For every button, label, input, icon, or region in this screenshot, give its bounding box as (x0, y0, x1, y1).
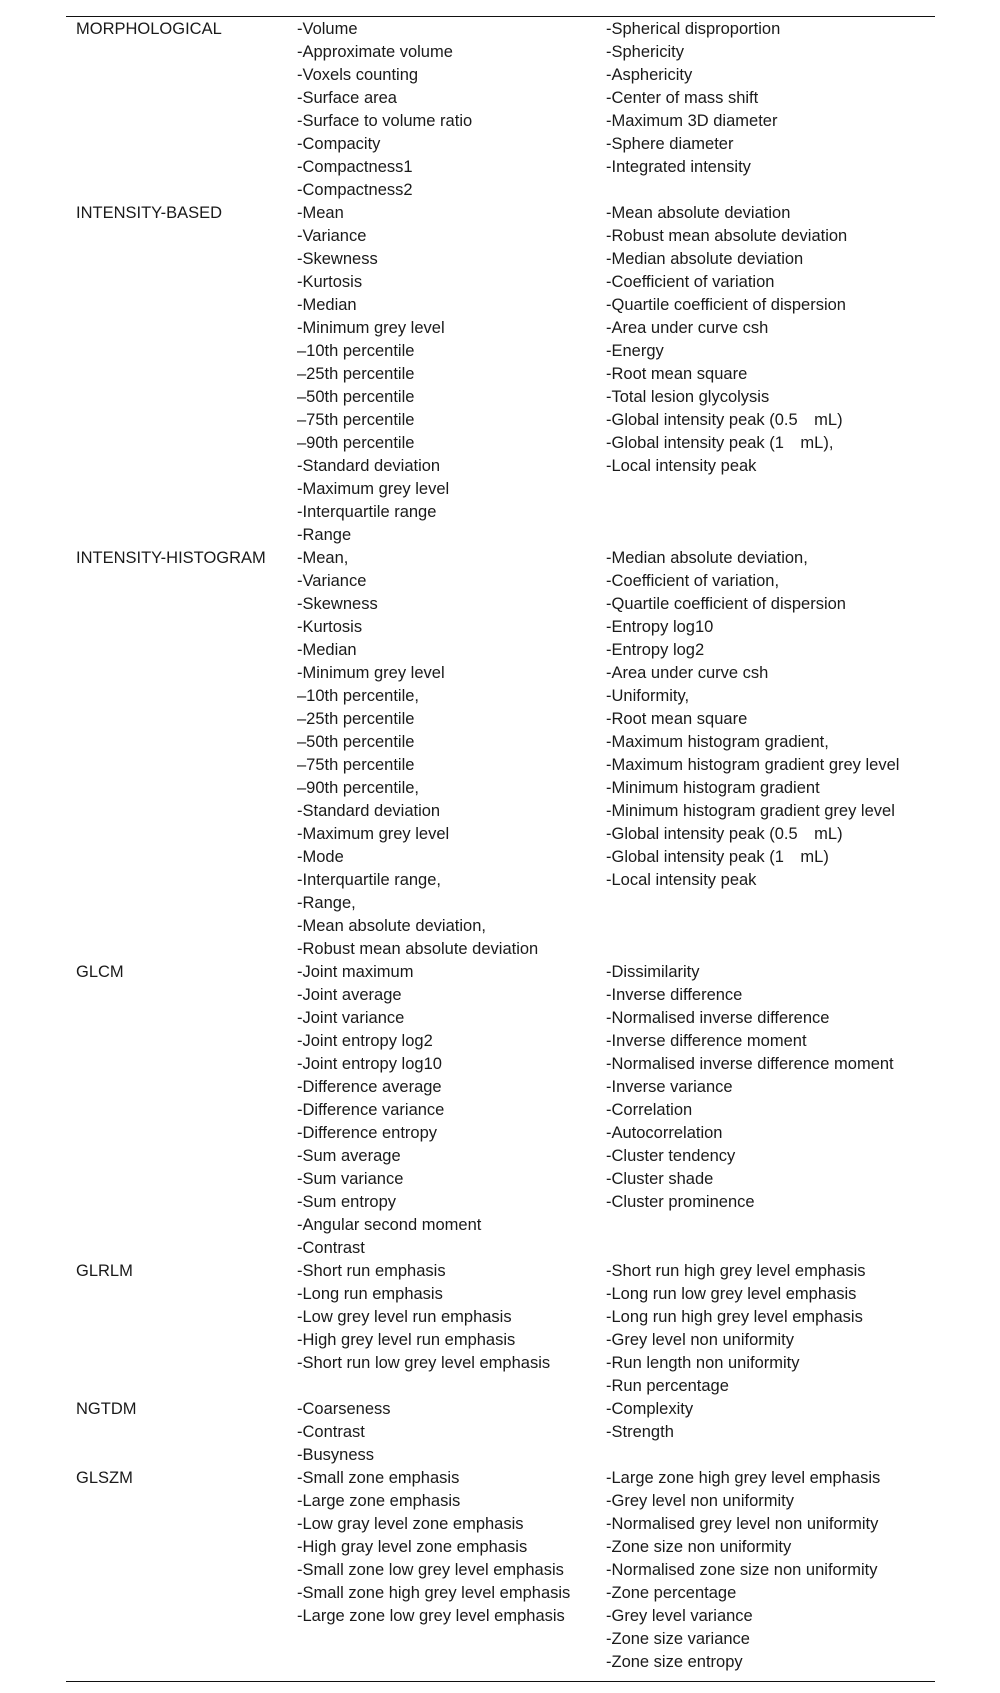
feature-group (66, 547, 935, 961)
feature-item: -Cluster prominence (606, 1193, 755, 1211)
feature-item: -Asphericity (606, 66, 693, 84)
feature-item: -Quartile coefficient of dispersion (606, 296, 846, 314)
feature-group (66, 961, 935, 1260)
feature-item: -Contrast (297, 1239, 365, 1257)
feature-item: -Approximate volume (297, 43, 453, 61)
feature-item: -High gray level zone emphasis (297, 1538, 528, 1556)
feature-item: -Long run emphasis (297, 1285, 443, 1303)
feature-item: -Median absolute deviation (606, 250, 804, 268)
feature-item: -Entropy log2 (606, 641, 705, 659)
feature-column-left (297, 1467, 606, 1674)
feature-item: -Kurtosis (297, 618, 363, 636)
feature-item: -Cluster tendency (606, 1147, 736, 1165)
feature-column-right (606, 1398, 935, 1467)
feature-item: –25th percentile (297, 710, 415, 728)
feature-item: -Long run high grey level emphasis (606, 1308, 863, 1326)
feature-item: –75th percentile (297, 756, 415, 774)
feature-column-right (606, 1467, 935, 1674)
feature-item: -Mean absolute deviation (606, 204, 791, 222)
feature-column-right (606, 1260, 935, 1398)
feature-item: -Total lesion glycolysis (606, 388, 770, 406)
feature-item: –50th percentile (297, 733, 415, 751)
feature-item: -Area under curve csh (606, 319, 769, 337)
feature-item: -Sum entropy (297, 1193, 397, 1211)
feature-item: -Zone size non uniformity (606, 1538, 792, 1556)
feature-item: -Area under curve csh (606, 664, 769, 682)
feature-item: –10th percentile, (297, 687, 420, 705)
feature-item: -Grey level non uniformity (606, 1492, 794, 1510)
feature-item: -Range (297, 526, 352, 544)
category-name: MORPHOLOGICAL (76, 20, 222, 38)
feature-item: -Range, (297, 894, 356, 912)
feature-item: -Kurtosis (297, 273, 363, 291)
feature-item: -Strength (606, 1423, 674, 1441)
feature-item: -Global intensity peak (0.5 mL) (606, 411, 843, 429)
feature-item: -Normalised zone size non uniformity (606, 1561, 878, 1579)
feature-item: -Root mean square (606, 710, 748, 728)
category-name: GLRLM (76, 1262, 133, 1280)
feature-item: -Difference average (297, 1078, 442, 1096)
feature-column-left (297, 1260, 606, 1398)
feature-item: -Joint entropy log2 (297, 1032, 433, 1050)
feature-item: -Surface area (297, 89, 397, 107)
feature-column-left (297, 1398, 606, 1467)
feature-item: -Mode (297, 848, 344, 866)
category-name: INTENSITY-HISTOGRAM (76, 549, 266, 567)
feature-item: -Busyness (297, 1446, 375, 1464)
feature-item: -Sum variance (297, 1170, 404, 1188)
feature-item: -Normalised grey level non uniformity (606, 1515, 879, 1533)
feature-item: -Sum average (297, 1147, 401, 1165)
feature-item: –50th percentile (297, 388, 415, 406)
category-name: NGTDM (76, 1400, 137, 1418)
feature-item: –75th percentile (297, 411, 415, 429)
feature-item: –90th percentile (297, 434, 415, 452)
feature-item: -Skewness (297, 250, 378, 268)
feature-item: -Low gray level zone emphasis (297, 1515, 524, 1533)
feature-item: -Entropy log10 (606, 618, 714, 636)
feature-item: -Standard deviation (297, 457, 441, 475)
feature-item: -Local intensity peak (606, 457, 757, 475)
category-label (66, 202, 297, 547)
feature-item: –90th percentile, (297, 779, 420, 797)
feature-item: -Run length non uniformity (606, 1354, 800, 1372)
feature-item: -Cluster shade (606, 1170, 714, 1188)
feature-group (66, 1398, 935, 1467)
feature-item: -Difference entropy (297, 1124, 438, 1142)
feature-group (66, 1467, 935, 1674)
category-name: GLSZM (76, 1469, 133, 1487)
feature-column-right (606, 202, 935, 547)
feature-item: -Quartile coefficient of dispersion (606, 595, 846, 613)
feature-item: -Angular second moment (297, 1216, 482, 1234)
feature-item: -Minimum histogram gradient (606, 779, 820, 797)
features-table (66, 16, 935, 1682)
feature-item: -Maximum histogram gradient, (606, 733, 829, 751)
feature-item: -Mean (297, 204, 344, 222)
feature-item: -Autocorrelation (606, 1124, 723, 1142)
category-label (66, 1398, 297, 1467)
feature-column-left (297, 961, 606, 1260)
feature-item: -Joint variance (297, 1009, 405, 1027)
feature-column-right (606, 547, 935, 961)
category-name: GLCM (76, 963, 124, 981)
feature-item: -Volume (297, 20, 358, 38)
feature-item: -Compactness2 (297, 181, 413, 199)
feature-item: -Minimum histogram gradient grey level (606, 802, 895, 820)
feature-group (66, 18, 935, 202)
feature-group (66, 1260, 935, 1398)
category-label (66, 547, 297, 961)
feature-column-left (297, 18, 606, 202)
feature-item: -Correlation (606, 1101, 693, 1119)
feature-item: -Root mean square (606, 365, 748, 383)
feature-item: -Large zone low grey level emphasis (297, 1607, 565, 1625)
feature-item: -Coarseness (297, 1400, 391, 1418)
feature-column-right (606, 18, 935, 202)
feature-item: -Coefficient of variation, (606, 572, 780, 590)
feature-item: -Inverse difference (606, 986, 743, 1004)
feature-item: -Maximum grey level (297, 825, 450, 843)
feature-column-left (297, 202, 606, 547)
feature-item: -Global intensity peak (1 mL), (606, 434, 834, 452)
category-label (66, 961, 297, 1260)
feature-item: -Contrast (297, 1423, 365, 1441)
feature-item: -Voxels counting (297, 66, 419, 84)
feature-item: -Center of mass shift (606, 89, 759, 107)
feature-item: -Variance (297, 572, 367, 590)
feature-item: -Short run low grey level emphasis (297, 1354, 551, 1372)
feature-item: -Global intensity peak (0.5 mL) (606, 825, 843, 843)
category-label (66, 1260, 297, 1398)
feature-item: -Grey level non uniformity (606, 1331, 794, 1349)
feature-item: -Robust mean absolute deviation (606, 227, 848, 245)
feature-item: -Zone size entropy (606, 1653, 743, 1671)
feature-item: -Sphere diameter (606, 135, 734, 153)
feature-item: -Zone percentage (606, 1584, 737, 1602)
feature-item: -Uniformity, (606, 687, 690, 705)
feature-item: -Surface to volume ratio (297, 112, 473, 130)
category-name: INTENSITY-BASED (76, 204, 223, 222)
feature-item: -Joint entropy log10 (297, 1055, 442, 1073)
feature-item: -Integrated intensity (606, 158, 751, 176)
feature-item: -Grey level variance (606, 1607, 753, 1625)
feature-item: -Maximum grey level (297, 480, 450, 498)
feature-item: -Spherical disproportion (606, 20, 781, 38)
feature-item: -Variance (297, 227, 367, 245)
feature-item: -Low grey level run emphasis (297, 1308, 512, 1326)
feature-item: -Run percentage (606, 1377, 729, 1395)
feature-item: -Small zone emphasis (297, 1469, 460, 1487)
feature-item: -Skewness (297, 595, 378, 613)
feature-item: -Interquartile range, (297, 871, 441, 889)
feature-item: -Short run emphasis (297, 1262, 446, 1280)
feature-item: -Mean absolute deviation, (297, 917, 486, 935)
feature-item: -Small zone low grey level emphasis (297, 1561, 564, 1579)
feature-item: -Median (297, 296, 357, 314)
feature-item: -Compactness1 (297, 158, 413, 176)
feature-group (66, 202, 935, 547)
category-label (66, 1467, 297, 1674)
feature-item: -Minimum grey level (297, 319, 445, 337)
feature-item: –10th percentile (297, 342, 415, 360)
feature-item: -Interquartile range (297, 503, 437, 521)
feature-item: -Local intensity peak (606, 871, 757, 889)
feature-item: -Complexity (606, 1400, 694, 1418)
category-label (66, 18, 297, 202)
feature-item: -Compacity (297, 135, 381, 153)
feature-item: -Robust mean absolute deviation (297, 940, 539, 958)
feature-item: -Median absolute deviation, (606, 549, 808, 567)
feature-item: -Maximum histogram gradient grey level (606, 756, 900, 774)
feature-column-left (297, 547, 606, 961)
feature-item: –25th percentile (297, 365, 415, 383)
feature-item: -Zone size variance (606, 1630, 750, 1648)
feature-item: -High grey level run emphasis (297, 1331, 516, 1349)
feature-item: -Minimum grey level (297, 664, 445, 682)
feature-item: -Small zone high grey level emphasis (297, 1584, 571, 1602)
feature-item: -Global intensity peak (1 mL) (606, 848, 829, 866)
feature-item: -Inverse difference moment (606, 1032, 807, 1050)
feature-item: -Sphericity (606, 43, 684, 61)
feature-item: -Maximum 3D diameter (606, 112, 778, 130)
feature-item: -Mean, (297, 549, 349, 567)
feature-item: -Joint maximum (297, 963, 414, 981)
feature-item: -Coefficient of variation (606, 273, 775, 291)
feature-item: -Standard deviation (297, 802, 441, 820)
feature-item: -Long run low grey level emphasis (606, 1285, 857, 1303)
feature-item: -Inverse variance (606, 1078, 733, 1096)
feature-item: -Difference variance (297, 1101, 445, 1119)
feature-item: -Normalised inverse difference moment (606, 1055, 894, 1073)
feature-item: -Median (297, 641, 357, 659)
feature-item: -Normalised inverse difference (606, 1009, 830, 1027)
feature-item: -Joint average (297, 986, 402, 1004)
feature-item: -Dissimilarity (606, 963, 700, 981)
feature-column-right (606, 961, 935, 1260)
feature-item: -Large zone high grey level emphasis (606, 1469, 881, 1487)
feature-item: -Energy (606, 342, 664, 360)
feature-item: -Short run high grey level emphasis (606, 1262, 866, 1280)
feature-item: -Large zone emphasis (297, 1492, 461, 1510)
